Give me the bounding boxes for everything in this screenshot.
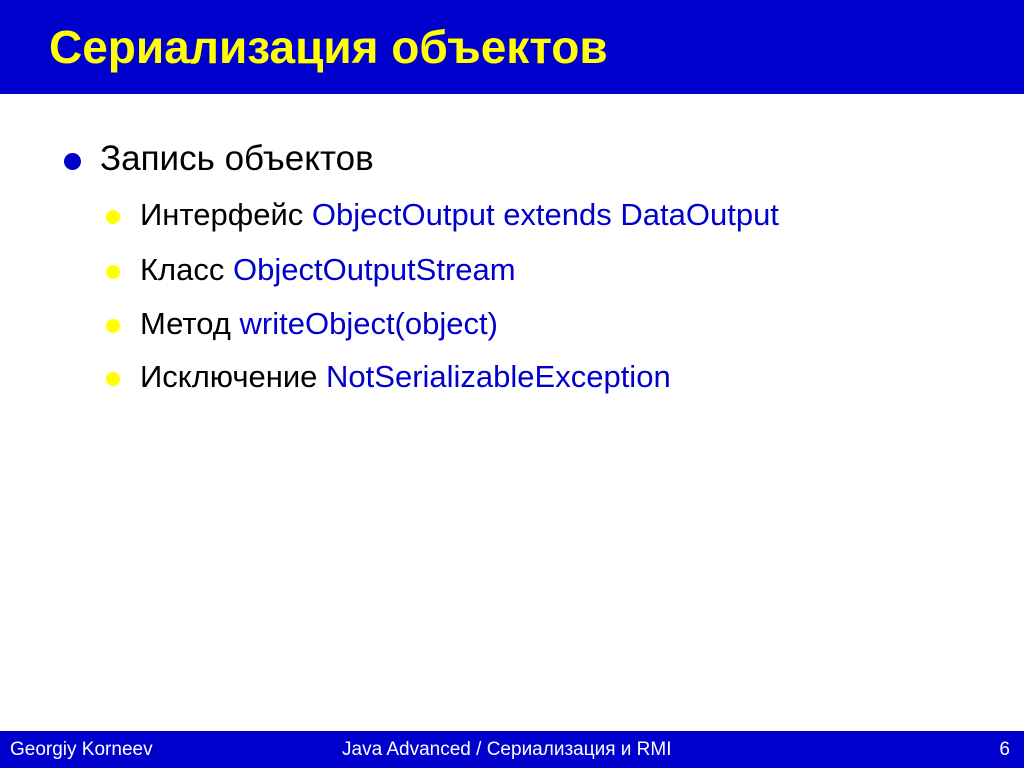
bullet-main-text: Запись объектов: [100, 139, 374, 178]
sub-bullet-code: NotSerializableException: [326, 359, 671, 394]
sub-bullet-text: [140, 196, 779, 234]
sub-bullet-code: ObjectOutputStream: [233, 252, 516, 287]
sub-bullet-dot-icon: [106, 372, 120, 386]
slide-title: Сериализация объектов: [49, 21, 608, 73]
footer-page-number: 6: [999, 739, 1010, 760]
footer-author: Georgiy Korneev: [10, 739, 153, 760]
sub-bullet-code: ObjectOutput extends DataOutput: [311, 197, 779, 232]
sub-bullet-label: Интерфейс: [140, 197, 304, 232]
title-bar: [0, 0, 1024, 94]
footer-bar: [0, 731, 1024, 768]
sub-bullet-text: [140, 251, 516, 289]
sub-bullet-dot-icon: [106, 319, 120, 333]
sub-bullet-label: Метод: [140, 306, 231, 341]
bullet-dot-icon: [64, 153, 81, 170]
sub-bullet-label: Исключение: [140, 359, 318, 394]
sub-bullet-label: Класс: [140, 252, 225, 287]
sub-bullet-code: writeObject(object): [239, 306, 498, 341]
sub-bullet-dot-icon: [106, 265, 120, 279]
sub-bullet-text: [140, 305, 498, 343]
sub-bullet-text: [140, 358, 671, 396]
sub-bullet-dot-icon: [106, 210, 120, 224]
footer-course: Java Advanced / Сериализация и RMI: [342, 739, 672, 760]
